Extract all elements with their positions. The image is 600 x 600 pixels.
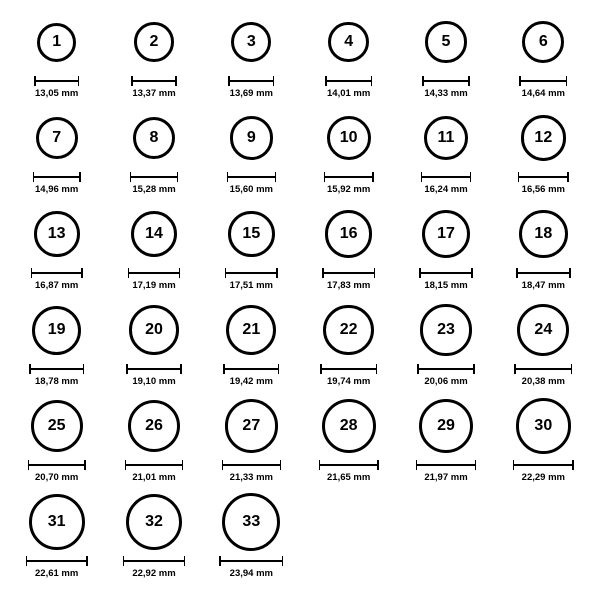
ring-circle-icon: [129, 305, 179, 355]
measure-line: [125, 464, 184, 466]
diameter-label: 19,10 mm: [132, 376, 176, 387]
ring-circle-icon: [29, 494, 85, 550]
measure-line: [513, 464, 574, 466]
ring-size-item: [300, 10, 397, 106]
ring-size-number: 8: [149, 128, 159, 146]
ring-size-number: 32: [145, 513, 163, 530]
measure-tick-left: [228, 76, 230, 86]
measure-line: [225, 272, 278, 274]
measure-tick-right: [275, 172, 277, 182]
diameter-label: 14,64 mm: [521, 88, 565, 99]
diameter-label: 22,29 mm: [521, 472, 565, 483]
measure-tick-right: [179, 268, 181, 278]
measure-tick-right: [282, 556, 284, 566]
diameter-label: 22,61 mm: [35, 568, 79, 579]
ring-size-item: [8, 106, 105, 202]
ring-size-number: 28: [339, 417, 358, 434]
measure-tick-left: [417, 364, 419, 374]
measure-tick-left: [513, 460, 515, 470]
measure-line: [29, 368, 84, 370]
measure-line: [130, 176, 179, 178]
diameter-label: 21,97 mm: [424, 472, 468, 483]
measure-tick-left: [33, 172, 35, 182]
measure-tick-right: [175, 76, 177, 86]
measure-line: [228, 80, 274, 82]
diameter-label: 14,96 mm: [35, 184, 79, 195]
measure-tick-left: [422, 76, 424, 86]
measure-tick-right: [280, 460, 282, 470]
diameter-label: 13,69 mm: [229, 88, 273, 99]
ring-circle-wrapper: [225, 394, 278, 458]
diameter-label: 14,01 mm: [327, 88, 371, 99]
measure-line: [325, 80, 372, 82]
ring-circle-wrapper: [36, 106, 78, 170]
measure-tick-left: [126, 364, 128, 374]
measure-tick-right: [180, 364, 182, 374]
ring-size-item: [397, 394, 494, 490]
ring-circle-wrapper: [425, 10, 466, 74]
ring-size-item: [495, 10, 592, 106]
ring-size-item: [8, 394, 105, 490]
diameter-label: 15,28 mm: [132, 184, 176, 195]
ring-size-number: 18: [534, 225, 553, 242]
ring-size-item: [300, 202, 397, 298]
ring-circle-wrapper: [129, 298, 179, 362]
measure-tick-right: [376, 364, 378, 374]
diameter-measure-bar: [228, 76, 274, 86]
diameter-measure-bar: [519, 76, 567, 86]
diameter-label: 22,92 mm: [132, 568, 176, 579]
ring-size-item: [495, 202, 592, 298]
measure-line: [419, 272, 473, 274]
ring-size-item: [203, 490, 300, 586]
ring-size-item: [8, 490, 105, 586]
ring-circle-icon: [323, 305, 374, 356]
measure-tick-right: [276, 268, 278, 278]
ring-circle-icon: [322, 399, 376, 453]
measure-tick-right: [177, 172, 179, 182]
ring-circle-icon: [519, 210, 568, 259]
measure-line: [222, 464, 281, 466]
diameter-label: 13,05 mm: [35, 88, 79, 99]
ring-circle-wrapper: [128, 394, 181, 458]
diameter-measure-bar: [222, 460, 281, 470]
measure-line: [219, 560, 283, 562]
ring-size-number: 14: [145, 225, 163, 242]
diameter-measure-bar: [319, 460, 379, 470]
measure-tick-right: [468, 76, 470, 86]
diameter-measure-bar: [26, 556, 88, 566]
ring-size-number: 2: [149, 33, 159, 50]
ring-circle-icon: [522, 21, 564, 63]
measure-tick-right: [273, 76, 275, 86]
ring-size-number: 33: [242, 513, 261, 530]
ring-size-item: [105, 490, 202, 586]
ring-size-number: 27: [242, 416, 261, 434]
measure-tick-left: [131, 76, 133, 86]
measure-tick-right: [572, 460, 574, 470]
ring-size-item: [203, 394, 300, 490]
ring-size-item: [105, 106, 202, 202]
ring-size-item: [105, 10, 202, 106]
measure-tick-right: [83, 364, 85, 374]
ring-circle-icon: [131, 211, 177, 257]
ring-circle-wrapper: [29, 490, 85, 554]
measure-tick-left: [223, 364, 225, 374]
ring-size-item: [105, 298, 202, 394]
ring-circle-wrapper: [419, 394, 474, 458]
ring-circle-wrapper: [521, 106, 566, 170]
ring-circle-icon: [32, 306, 81, 355]
diameter-measure-bar: [126, 364, 182, 374]
diameter-label: 20,06 mm: [424, 376, 468, 387]
measure-tick-right: [372, 172, 374, 182]
measure-line: [519, 80, 567, 82]
measure-tick-right: [470, 172, 472, 182]
measure-line: [128, 272, 180, 274]
ring-circle-wrapper: [131, 202, 177, 266]
ring-circle-wrapper: [230, 106, 273, 170]
ring-circle-wrapper: [424, 106, 469, 170]
measure-tick-left: [123, 556, 125, 566]
ring-size-number: 26: [145, 416, 163, 434]
ring-circle-icon: [134, 22, 174, 62]
measure-tick-left: [319, 460, 321, 470]
ring-circle-icon: [31, 400, 83, 452]
ring-size-number: 22: [339, 321, 358, 338]
measure-tick-right: [473, 364, 475, 374]
measure-tick-left: [325, 76, 327, 86]
ring-size-number: 5: [441, 33, 451, 50]
measure-line: [34, 80, 79, 82]
measure-tick-right: [566, 76, 568, 86]
ring-circle-icon: [419, 399, 474, 454]
diameter-label: 18,78 mm: [35, 376, 79, 387]
measure-tick-right: [184, 556, 186, 566]
ring-circle-wrapper: [126, 490, 182, 554]
ring-size-item: [203, 106, 300, 202]
ring-circle-wrapper: [328, 10, 369, 74]
measure-tick-left: [322, 268, 324, 278]
measure-line: [33, 176, 81, 178]
diameter-measure-bar: [322, 268, 375, 278]
ring-size-item: [495, 298, 592, 394]
ring-size-number: 30: [534, 417, 553, 434]
diameter-measure-bar: [417, 364, 474, 374]
ring-circle-wrapper: [133, 106, 176, 170]
diameter-measure-bar: [130, 172, 179, 182]
measure-tick-right: [475, 460, 477, 470]
ring-size-item: [8, 298, 105, 394]
diameter-measure-bar: [34, 76, 79, 86]
ring-size-number: 24: [534, 320, 553, 338]
measure-tick-left: [516, 268, 518, 278]
measure-tick-left: [416, 460, 418, 470]
measure-tick-right: [371, 76, 373, 86]
diameter-measure-bar: [128, 268, 180, 278]
ring-circle-wrapper: [31, 394, 83, 458]
ring-size-number: 12: [534, 129, 553, 146]
ring-size-number: 20: [145, 321, 163, 338]
ring-size-item: [203, 10, 300, 106]
diameter-label: 19,42 mm: [229, 376, 273, 387]
ring-circle-wrapper: [322, 394, 376, 458]
ring-size-item: [203, 202, 300, 298]
ring-circle-icon: [517, 304, 569, 356]
diameter-measure-bar: [416, 460, 477, 470]
ring-circle-wrapper: [519, 202, 568, 266]
ring-size-number: 31: [47, 513, 66, 530]
ring-circle-wrapper: [522, 10, 564, 74]
measure-tick-left: [28, 460, 30, 470]
measure-tick-right: [374, 268, 376, 278]
ring-circle-wrapper: [323, 298, 374, 362]
ring-circle-icon: [34, 211, 80, 257]
measure-tick-right: [567, 172, 569, 182]
ring-circle-wrapper: [37, 10, 76, 74]
measure-tick-left: [125, 460, 127, 470]
ring-size-item: [397, 106, 494, 202]
diameter-measure-bar: [227, 172, 276, 182]
diameter-label: 14,33 mm: [424, 88, 468, 99]
measure-tick-right: [78, 76, 80, 86]
measure-tick-left: [130, 172, 132, 182]
diameter-label: 13,37 mm: [132, 88, 176, 99]
ring-circle-icon: [228, 211, 275, 258]
diameter-label: 17,83 mm: [327, 280, 371, 291]
diameter-label: 15,60 mm: [229, 184, 273, 195]
ring-size-item: [397, 298, 494, 394]
diameter-label: 16,87 mm: [35, 280, 79, 291]
diameter-label: 18,47 mm: [521, 280, 565, 291]
measure-tick-left: [31, 268, 33, 278]
ring-circle-icon: [325, 210, 372, 257]
diameter-measure-bar: [516, 268, 571, 278]
ring-circle-icon: [327, 116, 371, 160]
measure-tick-left: [320, 364, 322, 374]
ring-circle-wrapper: [222, 490, 280, 554]
ring-size-item: [300, 394, 397, 490]
diameter-measure-bar: [513, 460, 574, 470]
ring-circle-icon: [328, 22, 369, 63]
ring-size-item: [105, 394, 202, 490]
ring-circle-wrapper: [32, 298, 81, 362]
diameter-measure-bar: [131, 76, 177, 86]
diameter-label: 20,70 mm: [35, 472, 79, 483]
measure-line: [417, 368, 474, 370]
ring-circle-icon: [222, 493, 280, 551]
diameter-label: 18,15 mm: [424, 280, 468, 291]
ring-size-item: [203, 298, 300, 394]
measure-tick-right: [571, 364, 573, 374]
measure-tick-left: [324, 172, 326, 182]
measure-tick-left: [421, 172, 423, 182]
measure-line: [516, 272, 571, 274]
measure-line: [319, 464, 379, 466]
ring-circle-icon: [126, 494, 182, 550]
diameter-measure-bar: [219, 556, 283, 566]
ring-size-item: [8, 202, 105, 298]
ring-circle-wrapper: [134, 10, 174, 74]
measure-line: [223, 368, 279, 370]
measure-line: [514, 368, 572, 370]
ring-size-number: 10: [339, 129, 358, 146]
ring-circle-icon: [422, 210, 470, 258]
measure-tick-right: [569, 268, 571, 278]
diameter-measure-bar: [31, 268, 83, 278]
ring-circle-wrapper: [325, 202, 372, 266]
measure-tick-right: [79, 172, 81, 182]
ring-size-number: 9: [246, 128, 256, 146]
ring-size-item: [397, 10, 494, 106]
measure-tick-left: [227, 172, 229, 182]
diameter-label: 23,94 mm: [229, 568, 273, 579]
measure-line: [28, 464, 86, 466]
ring-size-number: 23: [437, 321, 455, 338]
diameter-measure-bar: [320, 364, 377, 374]
ring-circle-wrapper: [516, 394, 571, 458]
measure-line: [324, 176, 374, 178]
diameter-measure-bar: [123, 556, 185, 566]
ring-circle-icon: [128, 400, 181, 453]
diameter-measure-bar: [33, 172, 81, 182]
diameter-label: 21,33 mm: [229, 472, 273, 483]
diameter-label: 17,19 mm: [132, 280, 176, 291]
diameter-label: 20,38 mm: [521, 376, 565, 387]
diameter-measure-bar: [125, 460, 184, 470]
diameter-label: 16,24 mm: [424, 184, 468, 195]
ring-circle-icon: [231, 22, 271, 62]
ring-circle-icon: [424, 116, 469, 161]
ring-circle-wrapper: [231, 10, 271, 74]
ring-size-item: [300, 298, 397, 394]
diameter-label: 17,51 mm: [229, 280, 273, 291]
measure-tick-left: [219, 556, 221, 566]
diameter-measure-bar: [514, 364, 572, 374]
measure-tick-left: [34, 76, 36, 86]
diameter-measure-bar: [422, 76, 469, 86]
measure-tick-left: [26, 556, 28, 566]
ring-circle-icon: [36, 117, 78, 159]
measure-line: [518, 176, 569, 178]
ring-circle-wrapper: [226, 298, 276, 362]
ring-size-number: 11: [437, 129, 455, 146]
diameter-measure-bar: [28, 460, 86, 470]
diameter-label: 19,74 mm: [327, 376, 371, 387]
measure-line: [123, 560, 185, 562]
ring-size-item: [495, 106, 592, 202]
ring-circle-wrapper: [422, 202, 470, 266]
measure-tick-left: [519, 76, 521, 86]
diameter-label: 16,56 mm: [521, 184, 565, 195]
measure-tick-left: [29, 364, 31, 374]
ring-size-grid: [8, 10, 592, 586]
diameter-label: 21,65 mm: [327, 472, 371, 483]
measure-line: [421, 176, 472, 178]
measure-tick-left: [128, 268, 130, 278]
ring-circle-wrapper: [420, 298, 471, 362]
measure-line: [320, 368, 377, 370]
ring-size-item: [495, 394, 592, 490]
ring-size-number: 4: [344, 33, 354, 50]
diameter-measure-bar: [325, 76, 372, 86]
measure-tick-left: [222, 460, 224, 470]
ring-size-item: [397, 202, 494, 298]
measure-line: [131, 80, 177, 82]
measure-line: [126, 368, 182, 370]
diameter-measure-bar: [225, 268, 278, 278]
ring-circle-icon: [230, 116, 273, 159]
measure-line: [422, 80, 469, 82]
measure-line: [26, 560, 88, 562]
measure-tick-left: [514, 364, 516, 374]
diameter-measure-bar: [419, 268, 473, 278]
measure-tick-left: [225, 268, 227, 278]
ring-circle-icon: [425, 21, 466, 62]
measure-line: [31, 272, 83, 274]
ring-circle-icon: [37, 23, 76, 62]
diameter-measure-bar: [29, 364, 84, 374]
measure-line: [227, 176, 276, 178]
measure-tick-right: [86, 556, 88, 566]
measure-tick-right: [84, 460, 86, 470]
ring-circle-icon: [521, 115, 566, 160]
ring-size-number: 7: [52, 128, 62, 146]
ring-size-number: 29: [437, 417, 455, 434]
diameter-label: 15,92 mm: [327, 184, 371, 195]
ring-size-item: [105, 202, 202, 298]
ring-circle-wrapper: [34, 202, 80, 266]
ring-size-number: 17: [437, 224, 455, 242]
measure-tick-left: [518, 172, 520, 182]
ring-size-number: 21: [242, 321, 261, 338]
ring-circle-icon: [226, 305, 276, 355]
diameter-measure-bar: [223, 364, 279, 374]
ring-circle-wrapper: [517, 298, 569, 362]
measure-tick-right: [81, 268, 83, 278]
diameter-measure-bar: [324, 172, 374, 182]
measure-tick-right: [471, 268, 473, 278]
measure-tick-right: [377, 460, 379, 470]
ring-circle-icon: [225, 399, 278, 452]
ring-circle-icon: [516, 398, 571, 453]
measure-line: [416, 464, 477, 466]
ring-size-number: 13: [47, 225, 66, 242]
ring-circle-icon: [133, 117, 176, 160]
ring-size-item: [300, 106, 397, 202]
ring-size-number: 3: [246, 33, 256, 50]
ring-size-number: 25: [47, 416, 66, 434]
ring-size-number: 1: [52, 33, 62, 50]
ring-circle-icon: [420, 304, 471, 355]
measure-tick-right: [278, 364, 280, 374]
measure-line: [322, 272, 375, 274]
ring-size-number: 16: [339, 224, 358, 242]
ring-circle-wrapper: [327, 106, 371, 170]
ring-size-item: [8, 10, 105, 106]
measure-tick-left: [419, 268, 421, 278]
diameter-label: 21,01 mm: [132, 472, 176, 483]
diameter-measure-bar: [421, 172, 472, 182]
measure-tick-right: [182, 460, 184, 470]
ring-size-number: 6: [538, 32, 548, 50]
ring-size-number: 19: [47, 321, 66, 338]
diameter-measure-bar: [518, 172, 569, 182]
ring-size-number: 15: [242, 224, 261, 242]
ring-circle-wrapper: [228, 202, 275, 266]
